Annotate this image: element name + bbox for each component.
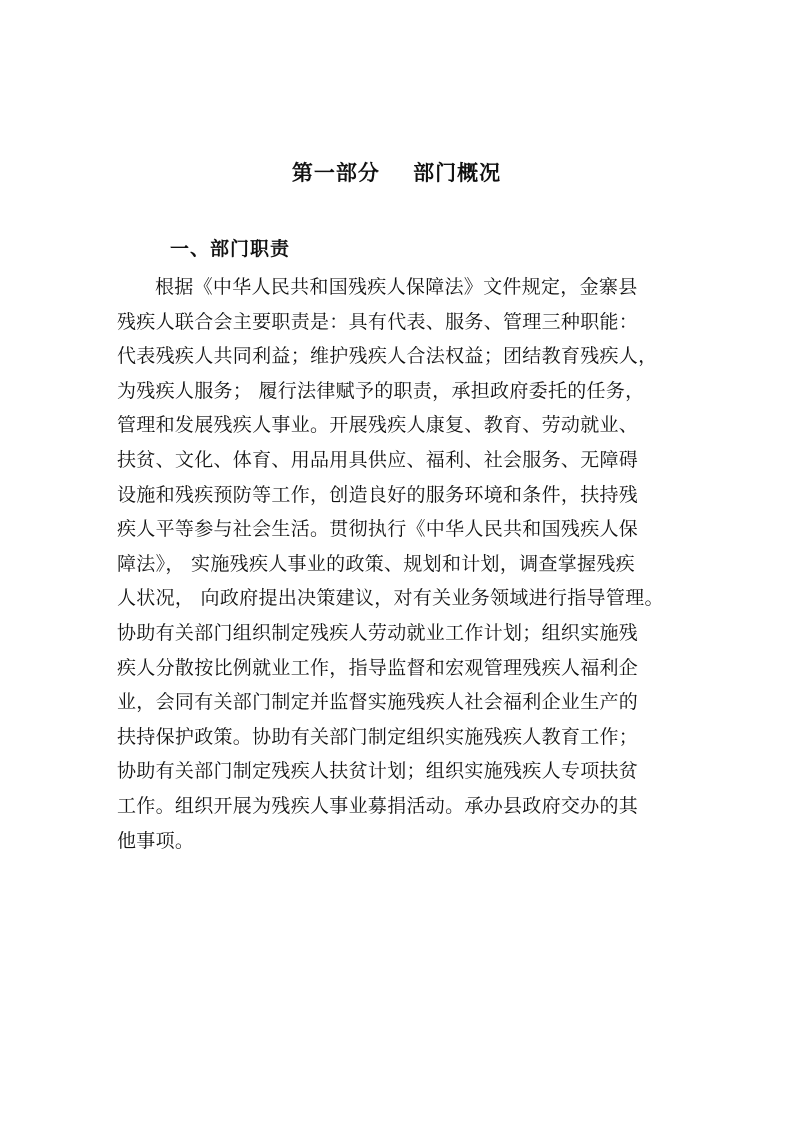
paragraph-line: 根据《中华人民共和国残疾人保障法》文件规定，金寨县 [155, 276, 638, 298]
part-title: 第一部分 部门概况 [291, 161, 502, 185]
paragraph-line: 协助有关部门组织制定残疾人劳动就业工作计划；组织实施残 [117, 621, 639, 644]
paragraph-line: 协助有关部门制定残疾人扶贫计划；组织实施残疾人专项扶贫 [117, 760, 639, 783]
paragraph-duties [117, 270, 697, 858]
paragraph-line: 障法》， 实施残疾人事业的政策、规划和计划，调查掌握残疾 [117, 552, 635, 575]
paragraph-line: 工作。组织开展为残疾人事业募捐活动。承办县政府交办的其 [117, 794, 639, 817]
paragraph-line: 代表残疾人共同利益；维护残疾人合法权益；团结教育残疾人， [117, 345, 658, 368]
paragraph-line: 残疾人联合会主要职责是：具有代表、服务、管理三种职能： [117, 310, 639, 333]
section-heading: 一、部门职责 [170, 238, 291, 260]
paragraph-line: 疾人平等参与社会生活。贯彻执行《中华人民共和国残疾人保 [117, 518, 639, 541]
paragraph-line: 疾人分散按比例就业工作，指导监督和宏观管理残疾人福利企 [117, 656, 639, 679]
paragraph-line: 他事项。 [117, 829, 195, 852]
paragraph-line: 业，会同有关部门制定并监督实施残疾人社会福利企业生产的 [117, 691, 639, 714]
paragraph-line: 为残疾人服务； 履行法律赋予的职责，承担政府委托的任务， [117, 379, 645, 402]
paragraph-line: 人状况， 向政府提出决策建议，对有关业务领域进行指导管理。 [117, 587, 664, 610]
paragraph-line: 扶贫、文化、体育、用品用具供应、福利、社会服务、无障碍 [117, 448, 639, 471]
paragraph-line: 管理和发展残疾人事业。开展残疾人康复、教育、劳动就业、 [117, 414, 639, 437]
paragraph-line: 扶持保护政策。协助有关部门制定组织实施残疾人教育工作； [117, 725, 639, 748]
paragraph-line: 设施和残疾预防等工作，创造良好的服务环境和条件，扶持残 [117, 483, 639, 506]
